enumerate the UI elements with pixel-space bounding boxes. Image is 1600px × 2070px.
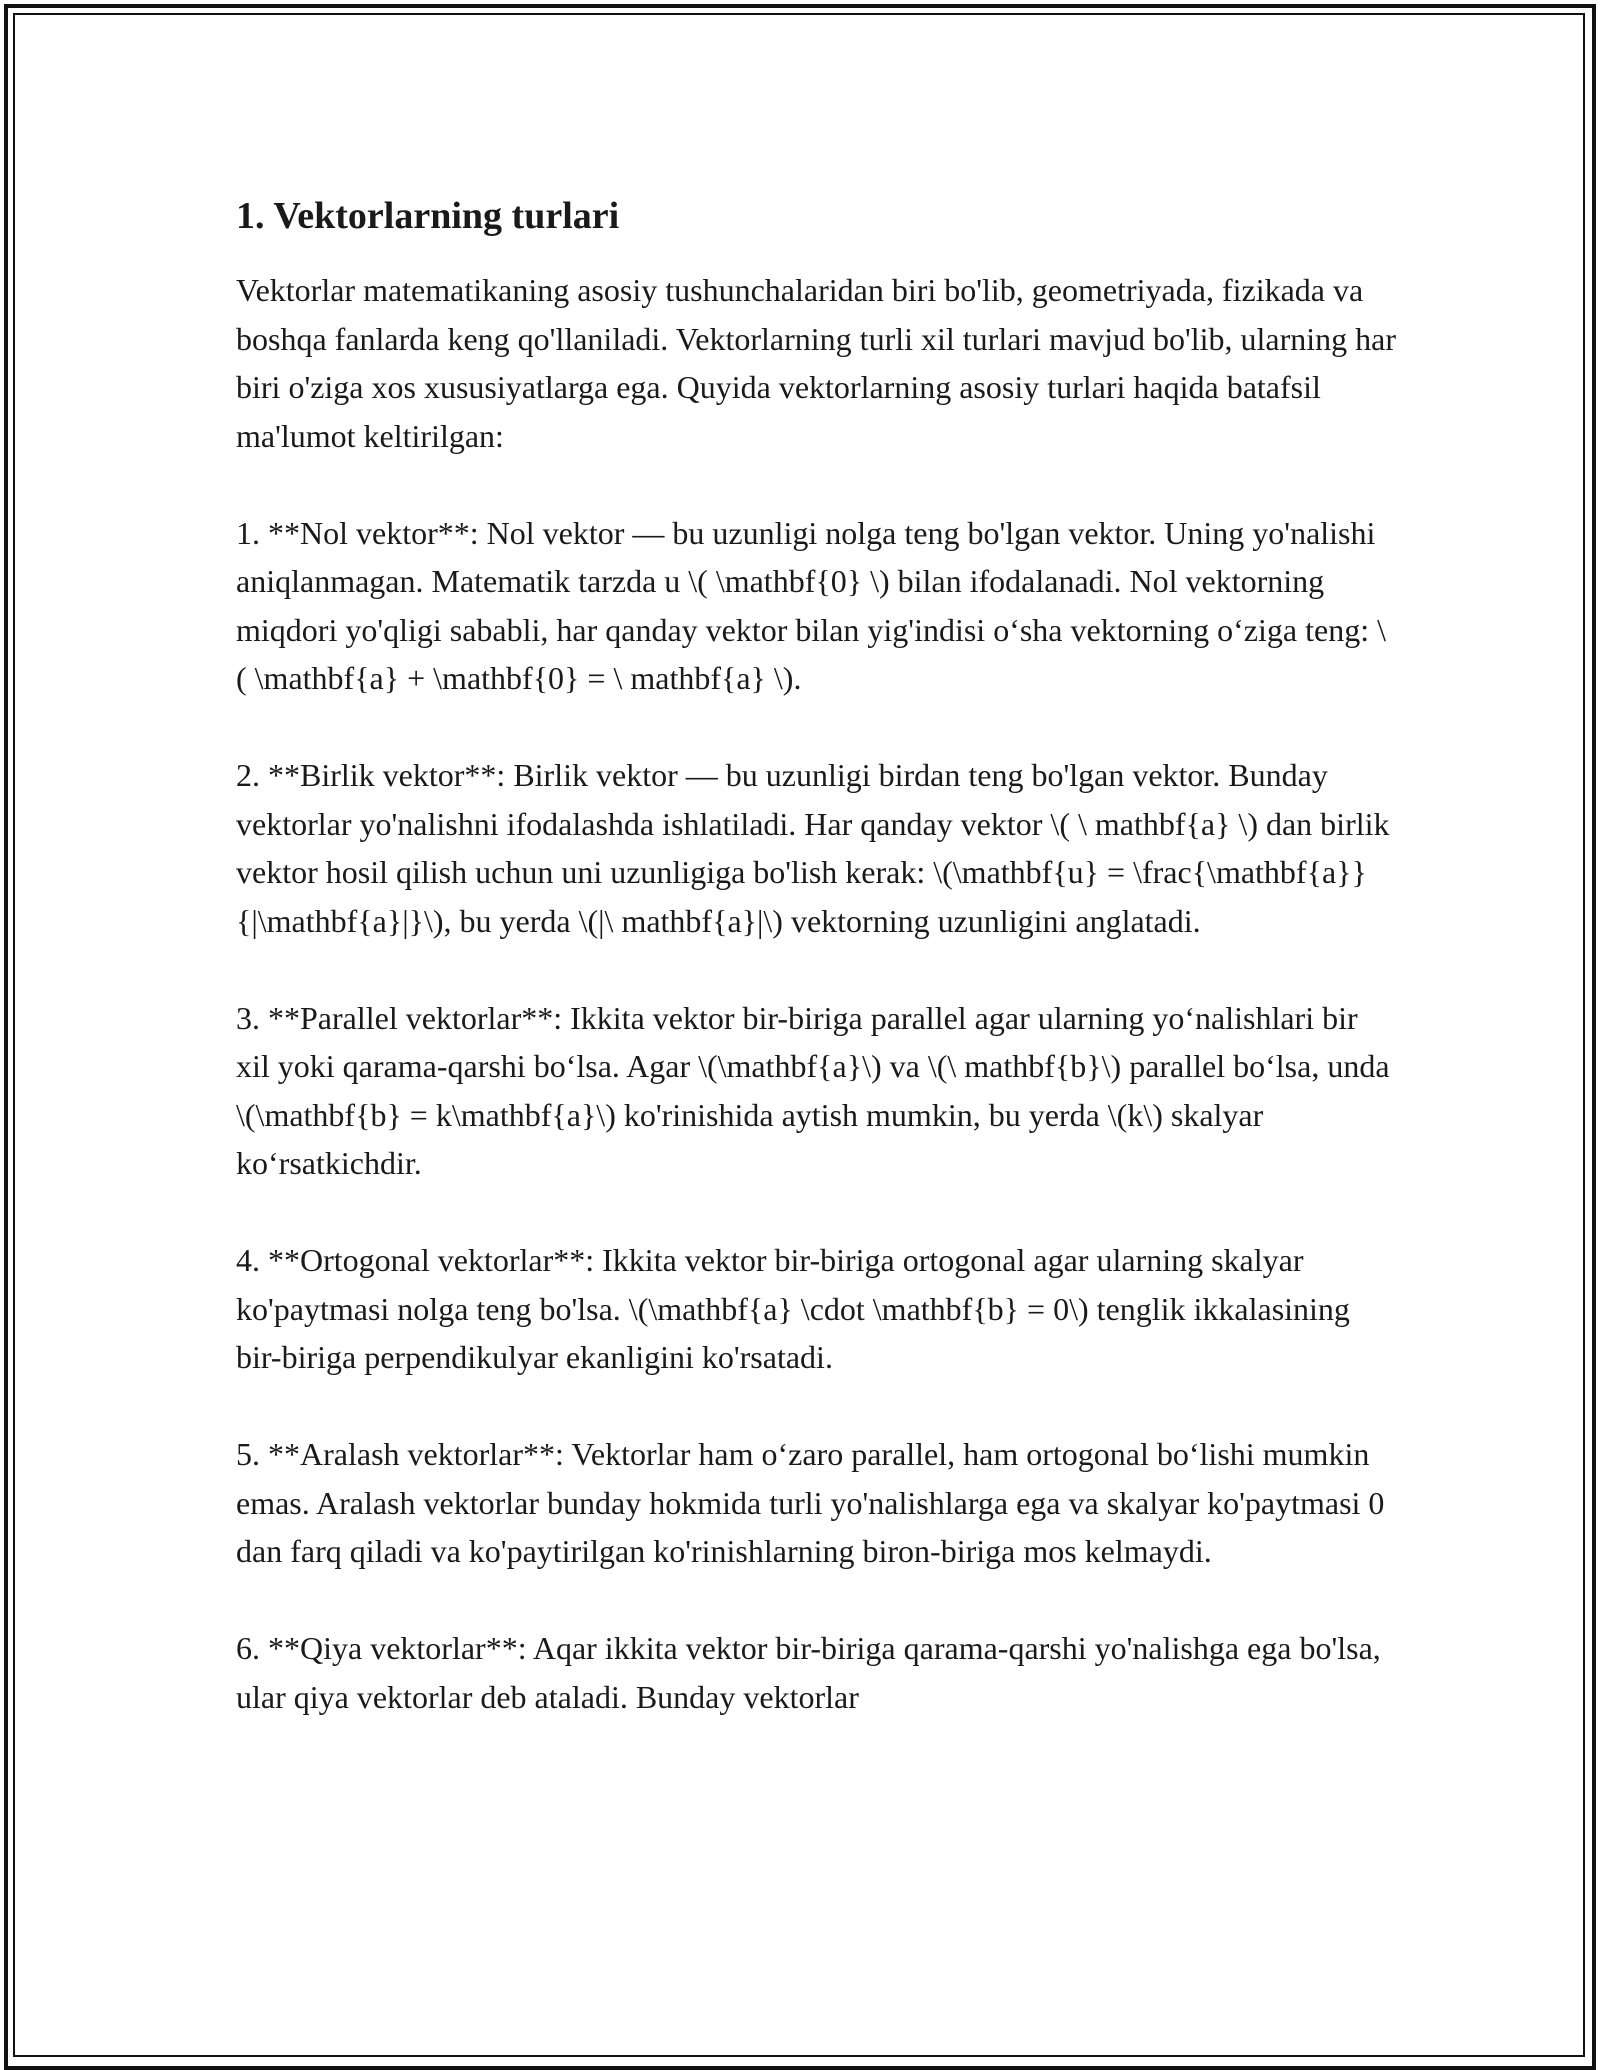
paragraph-parallel-vektorlar: 3. **Parallel vektorlar**: Ikkita vektor bir-biriga parallel agar ularning yo‘nalishlari bir xil yoki qarama-qarshi bo‘lsa. Agar \(\mathbf{a}\) va \(\ mathbf{b}\) parallel bo‘lsa, unda \(\mathbf{b} = k\mathbf{a}\) ko'rinishida aytish mumkin, bu yerda \(k\) skalyar ko‘rsatkichdir. (236, 999, 1390, 1181)
paragraph-ortogonal-vektorlar: 4. **Ortogonal vektorlar**: Ikkita vektor bir-biriga ortogonal agar ularning skalyar ko'paytmasi nolga teng bo'lsa. \(\mathbf{a} \cdot \mathbf{b} = 0\) tenglik ikkalasining bir-biriga perpendikulyar ekanligini ko'rsatadi. (236, 1242, 1350, 1375)
document-body (236, 182, 1396, 1770)
intro-paragraph: Vektorlar matematikaning asosiy tushunchalaridan biri bo'lib, geometriyada, fizikada va boshqa fanlarda keng qo'llaniladi. Vektorlarning turli xil turlari mavjud bo'lib, ularning har biri o'ziga xos xususiyatlarga ega. Quyida vektorlarning asosiy turlari haqida batafsil ma'lumot keltirilgan: (236, 272, 1396, 454)
paragraph-aralash-vektorlar: 5. **Aralash vektorlar**: Vektorlar ham o‘zaro parallel, ham ortogonal bo‘lishi mumkin emas. Aralash vektorlar bunday hokmida turli yo'nalishlarga ega va skalyar ko'paytmasi 0 dan farq qiladi va ko'paytirilgan ko'rinishlarning biron-biriga mos kelmaydi. (236, 1436, 1385, 1569)
section-title: 1. Vektorlarning turlari (236, 195, 620, 237)
paragraph-qiya-vektorlar: 6. **Qiya vektorlar**: Aqar ikkita vektor bir-biriga qarama-qarshi yo'nalishga ega bo'lsa, ular qiya vektorlar deb ataladi. Bunday vektorlar (236, 1630, 1381, 1715)
paragraph-birlik-vektor: 2. **Birlik vektor**: Birlik vektor — bu uzunligi birdan teng bo'lgan vektor. Bunday vektorlar yo'nalishni ifodalashda ishlatiladi. Har qanday vektor \( \ mathbf{a} \) dan birlik vektor hosil qilish uchun uni uzunligiga bo'lish kerak: \(\mathbf{u} = \frac{\mathbf{a}}{|\mathbf{a}|}\), bu yerda \(|\ mathbf{a}|\) vektorning uzunligini anglatadi. (236, 757, 1390, 939)
paragraph-nol-vektor: 1. **Nol vektor**: Nol vektor — bu uzunligi nolga teng bo'lgan vektor. Uning yo'nalishi aniqlanmagan. Matematik tarzda u \( \mathbf{0} \) bilan ifodalanadi. Nol vektorning miqdori yo'qligi sababli, har qanday vektor bilan yig'indisi o‘sha vektorning o‘ziga teng: \( \mathbf{a} + \mathbf{0} = \ mathbf{a} \). (236, 514, 1386, 696)
